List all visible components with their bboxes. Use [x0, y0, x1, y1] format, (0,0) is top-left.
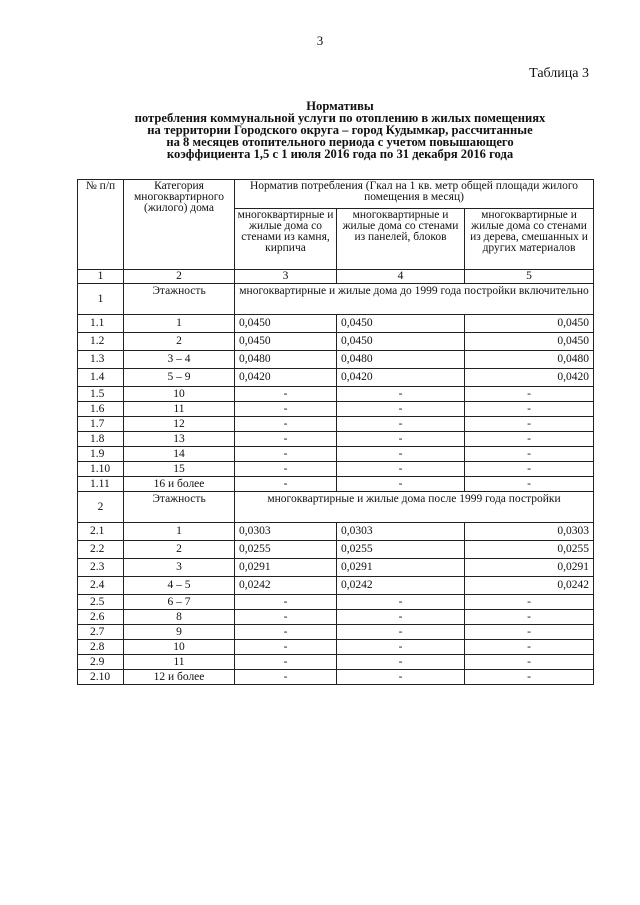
value-stone: - [235, 417, 337, 432]
row-floors: 14 [124, 447, 235, 462]
row-floors: 10 [124, 640, 235, 655]
value-stone: 0,0450 [235, 315, 337, 333]
value-wood: - [465, 462, 594, 477]
table-row [78, 333, 594, 351]
value-panel: - [337, 387, 465, 402]
value-panel: 0,0242 [337, 577, 465, 595]
table-row [78, 559, 594, 577]
section-no: 2 [78, 492, 124, 523]
section-no: 1 [78, 284, 124, 315]
value-wood: 0,0242 [465, 577, 594, 595]
column-number: 5 [465, 270, 594, 284]
value-panel: - [337, 447, 465, 462]
norms-table [77, 179, 594, 685]
table-row [78, 387, 594, 402]
value-stone: 0,0255 [235, 541, 337, 559]
table-row [78, 610, 594, 625]
row-no: 2.10 [78, 670, 124, 685]
value-panel: - [337, 625, 465, 640]
value-wood: 0,0450 [465, 333, 594, 351]
value-wood: 0,0291 [465, 559, 594, 577]
value-stone: - [235, 670, 337, 685]
column-number: 4 [337, 270, 465, 284]
row-floors: 2 [124, 333, 235, 351]
table-row [78, 447, 594, 462]
row-floors: 3 [124, 559, 235, 577]
value-stone: - [235, 610, 337, 625]
value-panel: - [337, 655, 465, 670]
row-floors: 15 [124, 462, 235, 477]
value-wood: - [465, 610, 594, 625]
section-description: многоквартирные и жилые дома после 1999 года постройки [235, 492, 594, 523]
table-row [78, 462, 594, 477]
value-stone: - [235, 432, 337, 447]
row-floors: 8 [124, 610, 235, 625]
value-wood: - [465, 640, 594, 655]
value-stone: - [235, 462, 337, 477]
section-description: многоквартирные и жилые дома до 1999 года постройки включительно [235, 284, 594, 315]
value-wood: - [465, 595, 594, 610]
row-no: 1.3 [78, 351, 124, 369]
value-panel: - [337, 670, 465, 685]
table-row [78, 351, 594, 369]
row-floors: 2 [124, 541, 235, 559]
row-floors: 16 и более [124, 477, 235, 492]
table-row [78, 315, 594, 333]
value-wood: - [465, 417, 594, 432]
value-wood: - [465, 447, 594, 462]
column-number: 3 [235, 270, 337, 284]
row-floors: 10 [124, 387, 235, 402]
value-stone: - [235, 595, 337, 610]
section-row [78, 284, 594, 315]
column-number-row [78, 270, 594, 284]
table-body [78, 284, 594, 685]
header-col-panel: многоквартирные и жилые дома со стенами из панелей, блоков [337, 209, 465, 270]
table-row [78, 625, 594, 640]
row-floors: 13 [124, 432, 235, 447]
value-wood: - [465, 402, 594, 417]
row-floors: 12 [124, 417, 235, 432]
row-floors: 1 [124, 315, 235, 333]
value-stone: - [235, 625, 337, 640]
row-no: 2.7 [78, 625, 124, 640]
value-wood: - [465, 477, 594, 492]
row-no: 2.9 [78, 655, 124, 670]
header-col-stone: многоквартирные и жилые дома со стенами из камня, кирпича [235, 209, 337, 270]
value-wood: 0,0450 [465, 315, 594, 333]
header-col-wood: многоквартирные и жилые дома со стенами из дерева, смешанных и других материалов [465, 209, 594, 270]
value-stone: - [235, 640, 337, 655]
value-stone: - [235, 655, 337, 670]
header-category: Категория многоквартирного (жилого) дома [124, 180, 235, 270]
document-title [70, 100, 610, 160]
table-row [78, 577, 594, 595]
header-no: № п/п [78, 180, 124, 270]
value-panel: - [337, 595, 465, 610]
value-panel: 0,0450 [337, 333, 465, 351]
title-line-1: Нормативы [306, 99, 374, 113]
value-panel: 0,0255 [337, 541, 465, 559]
value-stone: 0,0420 [235, 369, 337, 387]
row-no: 2.8 [78, 640, 124, 655]
row-no: 2.6 [78, 610, 124, 625]
value-panel: 0,0303 [337, 523, 465, 541]
value-panel: - [337, 417, 465, 432]
value-wood: 0,0255 [465, 541, 594, 559]
row-no: 1.6 [78, 402, 124, 417]
row-floors: 11 [124, 655, 235, 670]
row-no: 1.7 [78, 417, 124, 432]
row-no: 1.8 [78, 432, 124, 447]
column-number: 1 [78, 270, 124, 284]
page-number: 3 [316, 33, 324, 48]
table-row [78, 640, 594, 655]
table-row [78, 402, 594, 417]
row-floors: 11 [124, 402, 235, 417]
table-row [78, 541, 594, 559]
value-wood: - [465, 387, 594, 402]
value-panel: - [337, 477, 465, 492]
section-category: Этажность [124, 284, 235, 315]
value-stone: 0,0450 [235, 333, 337, 351]
row-no: 1.4 [78, 369, 124, 387]
header-norm: Норматив потребления (Гкал на 1 кв. метр общей площади жилого помещения в месяц) [235, 180, 594, 209]
value-panel: 0,0291 [337, 559, 465, 577]
row-no: 1.9 [78, 447, 124, 462]
table-row [78, 595, 594, 610]
value-panel: - [337, 462, 465, 477]
row-no: 2.4 [78, 577, 124, 595]
row-floors: 6 – 7 [124, 595, 235, 610]
value-wood: - [465, 432, 594, 447]
column-number: 2 [124, 270, 235, 284]
value-wood: 0,0420 [465, 369, 594, 387]
value-stone: - [235, 387, 337, 402]
value-panel: - [337, 432, 465, 447]
row-no: 2.2 [78, 541, 124, 559]
row-no: 1.1 [78, 315, 124, 333]
value-wood: - [465, 625, 594, 640]
value-wood: - [465, 655, 594, 670]
row-no: 2.5 [78, 595, 124, 610]
value-panel: 0,0480 [337, 351, 465, 369]
value-stone: - [235, 402, 337, 417]
table-row [78, 670, 594, 685]
table-row [78, 655, 594, 670]
value-panel: - [337, 640, 465, 655]
table-row [78, 369, 594, 387]
value-stone: - [235, 477, 337, 492]
value-panel: - [337, 402, 465, 417]
table-row [78, 477, 594, 492]
value-stone: 0,0291 [235, 559, 337, 577]
value-panel: 0,0420 [337, 369, 465, 387]
title-line-4: на 8 месяцев отопительного периода с учетом повышающего [166, 135, 514, 149]
value-stone: 0,0303 [235, 523, 337, 541]
value-panel: - [337, 610, 465, 625]
table-row [78, 417, 594, 432]
value-wood: 0,0480 [465, 351, 594, 369]
section-row [78, 492, 594, 523]
row-no: 1.2 [78, 333, 124, 351]
row-no: 1.11 [78, 477, 124, 492]
row-floors: 3 – 4 [124, 351, 235, 369]
title-line-2: потребления коммунальной услуги по отоплению в жилых помещениях [134, 111, 546, 125]
row-floors: 4 – 5 [124, 577, 235, 595]
value-stone: 0,0480 [235, 351, 337, 369]
row-no: 1.5 [78, 387, 124, 402]
row-no: 1.10 [78, 462, 124, 477]
table-label: Таблица 3 [529, 66, 589, 81]
row-floors: 5 – 9 [124, 369, 235, 387]
value-panel: 0,0450 [337, 315, 465, 333]
section-category: Этажность [124, 492, 235, 523]
row-floors: 12 и более [124, 670, 235, 685]
row-no: 2.1 [78, 523, 124, 541]
row-floors: 9 [124, 625, 235, 640]
table-row [78, 432, 594, 447]
row-floors: 1 [124, 523, 235, 541]
title-line-3: на территории Городского округа – город Кудымкар, рассчитанные [147, 123, 533, 137]
table-row [78, 523, 594, 541]
value-stone: - [235, 447, 337, 462]
row-no: 2.3 [78, 559, 124, 577]
value-wood: - [465, 670, 594, 685]
title-line-5: коэффициента 1,5 с 1 июля 2016 года по 31 декабря 2016 года [166, 147, 514, 161]
value-wood: 0,0303 [465, 523, 594, 541]
value-stone: 0,0242 [235, 577, 337, 595]
